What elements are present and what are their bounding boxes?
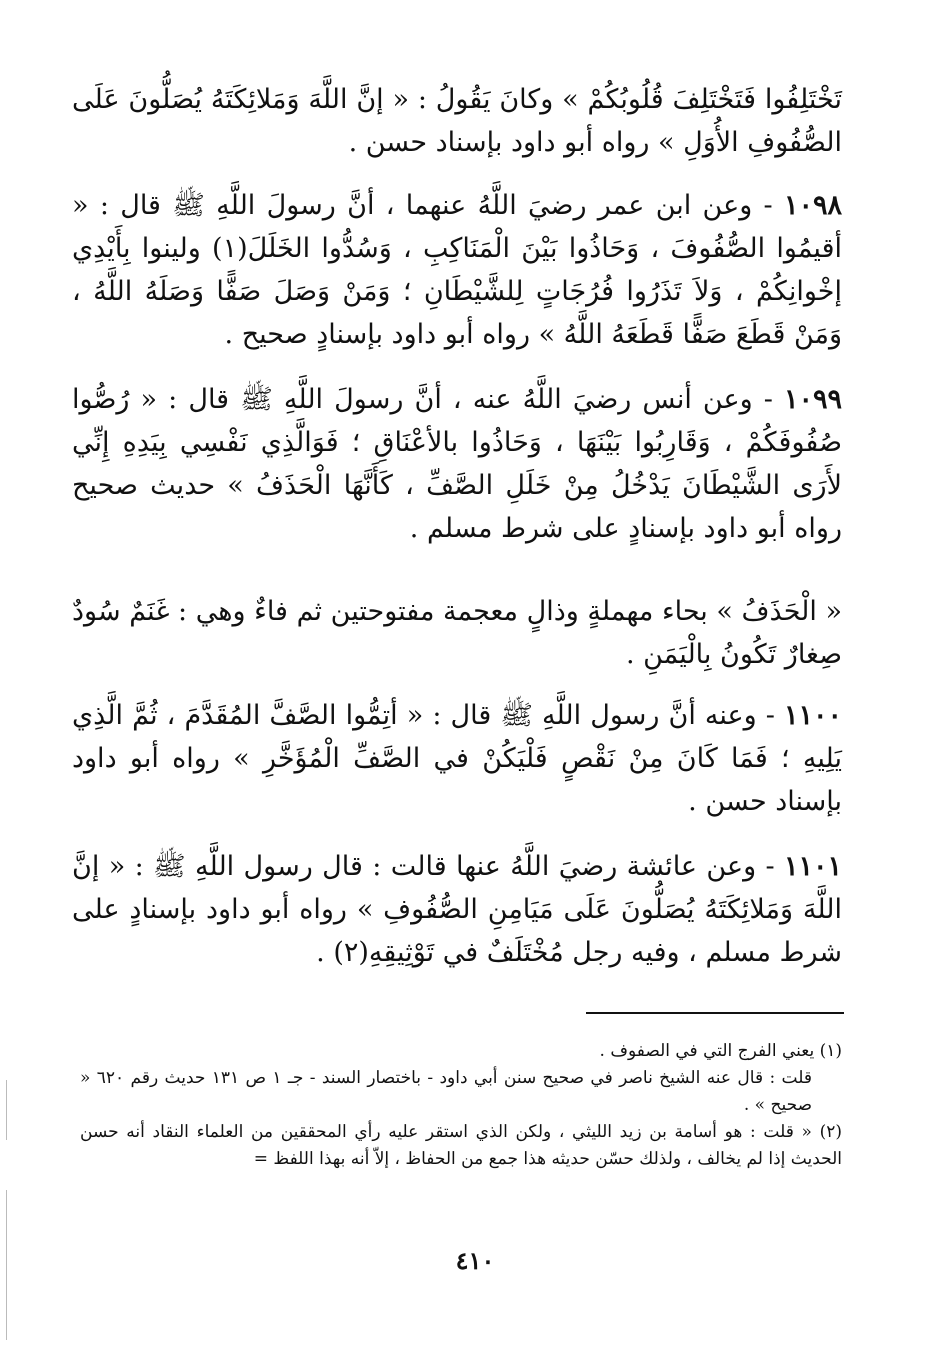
hadith-1098 bbox=[72, 184, 842, 356]
hadith-number: ١٠٩٨ bbox=[783, 190, 842, 221]
footnotes bbox=[80, 1038, 842, 1173]
paragraph-text: - وعن ابن عمر رضيَ اللَّهُ عنهما ، أنَّ رسولَ اللَّهِ ﷺ قال : « أقيمُوا الصُّفُوفَ ، وَحَاذُوا بَيْنَ الْمَنَاكِبِ ، وَسُدُّوا الخَلَلَ(١) ولينوا بِأَيْدِي إخْوانِكُمْ ، وَلاَ تَذَرُوا فُرُجَاتٍ لِلشَّيْطَانِ ؛ وَمَنْ وَصَلَ صَفًّا وَصَلَهُ اللَّهُ ، وَمَنْ قَطَعَ صَفًّا قَطَعَهُ اللَّهُ » رواه أبو داود بإسنادٍ صحيح . bbox=[72, 190, 842, 350]
paragraph-continuation bbox=[72, 78, 842, 164]
hadith-1100 bbox=[72, 694, 842, 823]
paragraph-text: « الْحَذَفُ » بحاء مهملةٍ وذالٍ معجمة مفتوحتين ثم فاءٌ وهي : غَنَمٌ سُودٌ صِغارٌ تَكُونُ بِالْيَمَنِ . bbox=[72, 596, 842, 670]
paragraph-text: تَخْتَلِفُوا فَتَخْتَلِفَ قُلُوبُكُمْ » وكانَ يَقُولُ : « إنَّ اللَّهَ وَمَلائِكَتَهُ يُصَلُّونَ عَلَى الصُّفُوفِ الأُوَلِ » رواه أبو داود بإسناد حسن . bbox=[72, 84, 842, 158]
hadith-number: ١١٠٠ bbox=[783, 700, 842, 731]
scan-edge-mark bbox=[6, 1190, 7, 1340]
paragraph-text: - وعنه أنَّ رسول اللَّهِ ﷺ قال : « أتِمُّوا الصَّفَّ المُقَدَّمَ ، ثُمَّ الَّذِي يَلِيهِ ؛ فَمَا كَانَ مِنْ نَقْصٍ فَلْيَكُنْ في الصَّفِّ الْمُؤَخَّرِ » رواه أبو داود بإسناد حسن . bbox=[72, 700, 842, 817]
footnote-1-comment: قلت : قال عنه الشيخ ناصر في صحيح سنن أبي داود - باختصار السند - جـ ١ ص ١٣١ حديث رقم ٦٢٠ « صحيح » . bbox=[80, 1068, 812, 1115]
footnote-divider bbox=[586, 1012, 844, 1014]
scan-edge-mark bbox=[6, 1080, 7, 1140]
paragraph-text: - وعن عائشة رضيَ اللَّهُ عنها قالت : قال رسول اللَّهِ ﷺ : « إنَّ اللَّهَ وَمَلائِكَتَهُ يُصَلُّونَ عَلَى مَيَامِنِ الصُّفُوفِ » رواه أبو داود بإسنادٍ على شرط مسلم ، وفيه رجل مُخْتَلَفٌ في تَوْثِيقِهِ(٢) . bbox=[72, 851, 842, 968]
footnote-2: (٢) « قلت : هو أسامة بن زيد الليثي ، ولكن الذي استقر عليه رأي المحققين من العلماء النقاد أنه حسن الحديث إذا لم يخالف ، ولذلك حسّن حديثه هذا جمع من الحفاظ ، إلاّ أنه بهذا اللفظ = bbox=[80, 1122, 842, 1169]
footnote-1: (١) يعني الفرج التي في الصفوف . bbox=[599, 1041, 842, 1061]
paragraph-text: - وعن أنس رضيَ اللَّهُ عنه ، أنَّ رسولَ اللَّهِ ﷺ قال : « رُصُّوا صُفُوفَكُمْ ، وَقَارِبُوا بَيْنَهَا ، وَحَاذُوا بالأعْنَاقِ ؛ فَوَالَّذِي نَفْسِي بِيَدِهِ إِنِّي لأَرَى الشَّيْطَانَ يَدْخُلُ مِنْ خَلَلِ الصَّفِّ ، كَأَنَّهَا الْحَذَفُ » حديث صحيح رواه أبو داود بإسنادٍ على شرط مسلم . bbox=[72, 384, 842, 544]
hadith-1101 bbox=[72, 845, 842, 974]
hadith-1099 bbox=[72, 378, 842, 550]
hadith-number: ١٠٩٩ bbox=[783, 384, 842, 415]
gloss-paragraph bbox=[72, 590, 842, 676]
page-number: ٤١٠ bbox=[455, 1246, 495, 1275]
hadith-number: ١١٠١ bbox=[783, 851, 842, 882]
main-text bbox=[72, 78, 842, 996]
